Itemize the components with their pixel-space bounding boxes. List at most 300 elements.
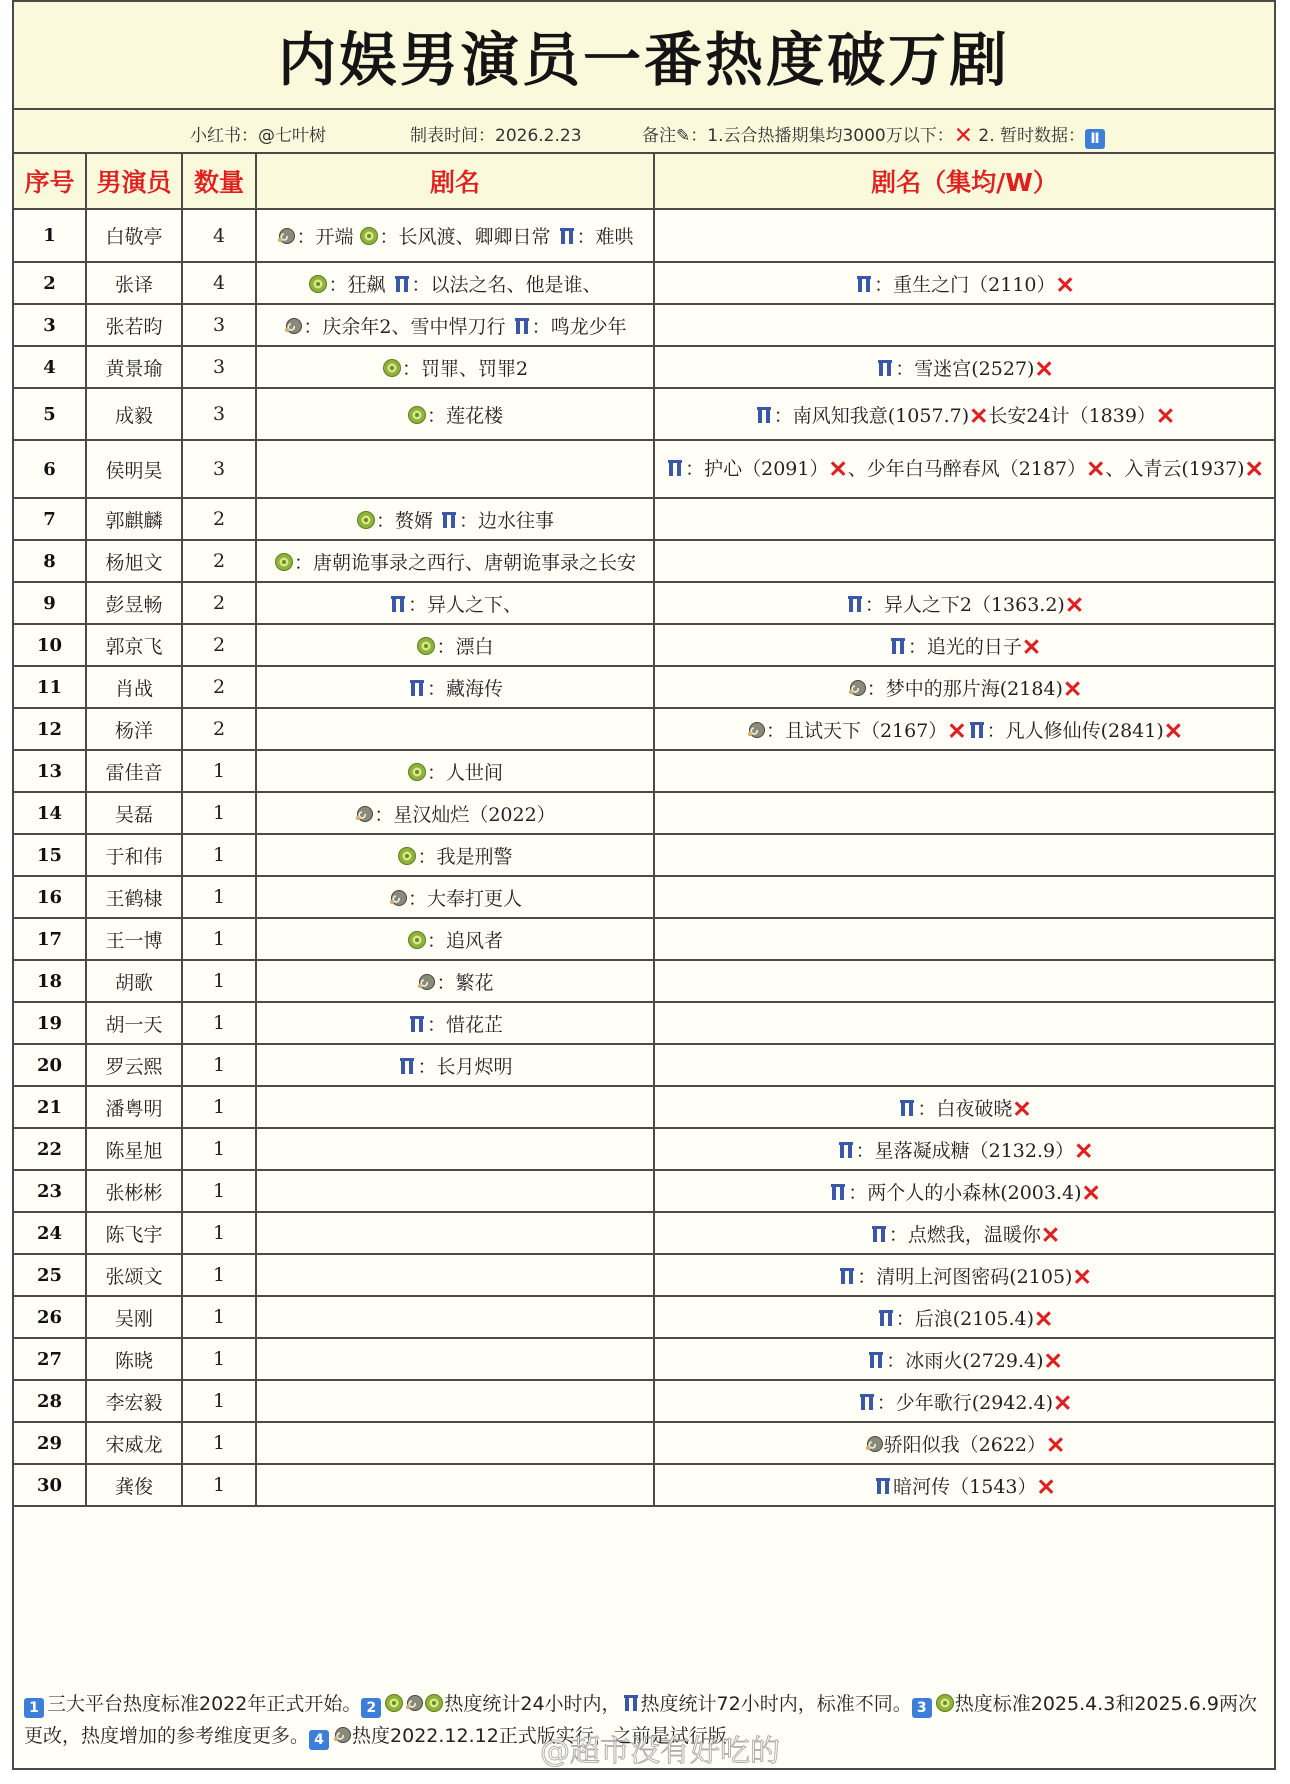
table-row xyxy=(14,209,1274,262)
drama-count: 1 xyxy=(182,834,256,876)
platform-door-icon xyxy=(392,274,412,294)
row-index: 5 xyxy=(14,388,86,440)
cross-icon: ✕ xyxy=(1086,455,1106,483)
drama-count: 1 xyxy=(182,918,256,960)
cell-text: ：追光的日子 xyxy=(907,635,1022,658)
show-list xyxy=(256,1086,654,1128)
snail-icon xyxy=(354,804,374,824)
table-row xyxy=(14,1002,1274,1044)
actor-name: 张颂文 xyxy=(86,1254,182,1296)
cell-text: ：唐朝诡事录之西行、唐朝诡事录之长安 xyxy=(293,551,636,574)
col-header-show-avg: 剧名（集均/W） xyxy=(654,154,1274,209)
drama-count: 4 xyxy=(182,262,256,304)
show-avg-list xyxy=(654,582,1274,624)
cell-text: ：长月烬明 xyxy=(417,1055,513,1078)
show-avg-list xyxy=(654,834,1274,876)
actor-name: 陈飞宇 xyxy=(86,1212,182,1254)
memo-icon: ✎ xyxy=(676,126,691,146)
table-row xyxy=(14,834,1274,876)
actor-name: 杨旭文 xyxy=(86,540,182,582)
cell-text: ：两个人的小森林(2003.4) xyxy=(848,1181,1082,1204)
cell-text: 暗河传（1543） xyxy=(893,1475,1037,1498)
table-row xyxy=(14,498,1274,540)
cross-icon: ✕ xyxy=(1034,355,1054,383)
cell-text: ：点燃我，温暖你 xyxy=(888,1223,1041,1246)
actor-name: 黄景瑜 xyxy=(86,346,182,388)
drama-count: 2 xyxy=(182,498,256,540)
cell-text: ：大奉打更人 xyxy=(407,887,522,910)
cell-text: ：异人之下2（1363.2) xyxy=(864,593,1065,616)
cross-icon: ✕ xyxy=(1040,1221,1061,1249)
actor-name: 张若昀 xyxy=(86,304,182,346)
row-index: 15 xyxy=(14,834,86,876)
show-avg-list xyxy=(654,1296,1274,1338)
cell-text: ：漂白 xyxy=(436,635,494,658)
actor-name: 陈星旭 xyxy=(86,1128,182,1170)
cross-icon: ✕ xyxy=(1043,1347,1063,1375)
cross-icon: ✕ xyxy=(1072,1263,1092,1291)
actor-name: 杨洋 xyxy=(86,708,182,750)
show-list xyxy=(256,262,654,304)
show-list xyxy=(256,540,654,582)
show-avg-list xyxy=(654,918,1274,960)
table-row xyxy=(14,582,1274,624)
cell-text: 热度统计72小时内，标准不同。 xyxy=(640,1693,912,1715)
actor-name: 彭昱畅 xyxy=(86,582,182,624)
cell-text: ：难哄 xyxy=(576,226,634,248)
yunhe-green-icon xyxy=(407,405,427,425)
drama-count: 1 xyxy=(182,792,256,834)
note-text: ：1.云合热播期集均3000万以下： xyxy=(690,126,954,146)
row-index: 14 xyxy=(14,792,86,834)
cell-text: 三大平台热度标准2022年正式开始。 xyxy=(47,1693,362,1715)
cell-text: 骄阳似我（2622） xyxy=(883,1433,1047,1456)
show-avg-list xyxy=(654,304,1274,346)
col-header-count: 数量 xyxy=(182,154,256,209)
show-avg-list xyxy=(654,1170,1274,1212)
show-avg-list xyxy=(654,262,1274,304)
note-number-badge: 2 xyxy=(361,1698,381,1718)
snail-icon xyxy=(404,1693,424,1713)
show-list xyxy=(256,582,654,624)
cross-icon: ✕ xyxy=(1244,455,1264,483)
table-row xyxy=(14,1254,1274,1296)
row-index: 23 xyxy=(14,1170,86,1212)
yunhe-green-icon xyxy=(397,846,417,866)
note-number-badge: 1 xyxy=(24,1698,44,1718)
cell-text: ：异人之下、 xyxy=(407,593,522,616)
yunhe-green-icon xyxy=(424,1693,444,1713)
table-row xyxy=(14,1086,1274,1128)
yunhe-green-icon xyxy=(384,1693,404,1713)
yunhe-green-icon xyxy=(382,358,402,378)
show-avg-list xyxy=(654,666,1274,708)
show-list xyxy=(256,1002,654,1044)
cell-text: ：边水往事 xyxy=(459,509,555,532)
show-avg-list xyxy=(654,750,1274,792)
cell-text: ：开端 xyxy=(296,226,360,248)
table-row xyxy=(14,1296,1274,1338)
actor-name: 宋威龙 xyxy=(86,1422,182,1464)
platform-door-icon xyxy=(888,636,908,656)
platform-door-icon xyxy=(845,594,865,614)
show-avg-list xyxy=(654,540,1274,582)
drama-count: 2 xyxy=(182,540,256,582)
row-index: 11 xyxy=(14,666,86,708)
show-avg-list xyxy=(654,792,1274,834)
actor-name: 侯明昊 xyxy=(86,440,182,498)
show-list xyxy=(256,209,654,262)
row-index: 9 xyxy=(14,582,86,624)
show-list xyxy=(256,1422,654,1464)
cell-text: ：庆余年2、雪中悍刀行 xyxy=(303,315,512,338)
show-avg-list xyxy=(654,708,1274,750)
yunhe-green-icon xyxy=(359,226,379,246)
table-row xyxy=(14,1128,1274,1170)
row-index: 16 xyxy=(14,876,86,918)
show-avg-list xyxy=(654,1128,1274,1170)
platform-door-icon xyxy=(512,316,532,336)
snail-icon xyxy=(388,888,408,908)
show-list xyxy=(256,666,654,708)
drama-count: 1 xyxy=(182,750,256,792)
actor-name: 吴刚 xyxy=(86,1296,182,1338)
platform-door-icon xyxy=(397,1056,417,1076)
row-index: 21 xyxy=(14,1086,86,1128)
platform-door-icon xyxy=(876,1308,896,1328)
cell-text: 、入青云(1937) xyxy=(1105,457,1245,480)
cross-icon: ✕ xyxy=(1074,1137,1094,1165)
cell-text: ：星汉灿烂（2022） xyxy=(374,803,556,826)
show-list xyxy=(256,1464,654,1506)
table-row xyxy=(14,304,1274,346)
show-avg-list xyxy=(654,1254,1274,1296)
note xyxy=(642,121,1108,149)
actor-name: 龚俊 xyxy=(86,1464,182,1506)
cell-text: ：繁花 xyxy=(436,971,494,994)
show-list xyxy=(256,1044,654,1086)
cell-text: ：莲花楼 xyxy=(426,404,503,427)
drama-count: 1 xyxy=(182,1380,256,1422)
drama-count: 1 xyxy=(182,960,256,1002)
table-row xyxy=(14,1338,1274,1380)
cross-icon: ✕ xyxy=(1155,402,1176,430)
cell-text: ：人世间 xyxy=(426,761,503,784)
cross-icon: ✕ xyxy=(969,402,989,430)
cell-text: ：追风者 xyxy=(426,929,503,952)
actor-name: 郭麒麟 xyxy=(86,498,182,540)
table-row xyxy=(14,1422,1274,1464)
drama-count: 1 xyxy=(182,1338,256,1380)
table-row xyxy=(14,624,1274,666)
actor-name: 雷佳音 xyxy=(86,750,182,792)
table-row xyxy=(14,346,1274,388)
table-row xyxy=(14,1170,1274,1212)
platform-door-icon xyxy=(873,1476,893,1496)
platform-door-icon xyxy=(439,510,459,530)
cell-text: ：清明上河图密码(2105) xyxy=(857,1265,1073,1288)
ranking-table xyxy=(14,154,1274,1507)
row-index: 2 xyxy=(14,262,86,304)
table-row xyxy=(14,1464,1274,1506)
show-avg-list xyxy=(654,1338,1274,1380)
actor-name: 肖战 xyxy=(86,666,182,708)
drama-count: 2 xyxy=(182,708,256,750)
platform-door-icon xyxy=(869,1224,889,1244)
show-list xyxy=(256,346,654,388)
show-avg-list xyxy=(654,1422,1274,1464)
snail-icon xyxy=(864,1434,884,1454)
actor-name: 王鹤棣 xyxy=(86,876,182,918)
pause-icon: Ⅱ xyxy=(1085,129,1105,149)
drama-count: 2 xyxy=(182,666,256,708)
table-row xyxy=(14,1380,1274,1422)
platform-door-icon xyxy=(866,1350,886,1370)
show-list xyxy=(256,918,654,960)
col-header-actor: 男演员 xyxy=(86,154,182,209)
drama-count: 2 xyxy=(182,582,256,624)
row-index: 3 xyxy=(14,304,86,346)
cross-icon: ✕ xyxy=(1064,591,1085,619)
row-index: 1 xyxy=(14,209,86,262)
show-list xyxy=(256,1254,654,1296)
actor-name: 胡歌 xyxy=(86,960,182,1002)
cell-text: ：以法之名、他是谁、 xyxy=(411,273,602,296)
snail-icon xyxy=(283,316,303,336)
platform-door-icon xyxy=(967,720,987,740)
cell-text: ：赘婿 xyxy=(375,509,440,532)
row-index: 29 xyxy=(14,1422,86,1464)
show-avg-list xyxy=(654,440,1274,498)
platform-door-icon xyxy=(407,1014,427,1034)
row-index: 17 xyxy=(14,918,86,960)
show-list xyxy=(256,750,654,792)
drama-count: 3 xyxy=(182,388,256,440)
cross-icon: ✕ xyxy=(953,123,974,149)
platform-door-icon xyxy=(557,226,577,246)
cell-text: ：我是刑警 xyxy=(417,845,513,868)
show-avg-list xyxy=(654,876,1274,918)
show-avg-list xyxy=(654,388,1274,440)
row-index: 22 xyxy=(14,1128,86,1170)
cross-icon: ✕ xyxy=(1055,271,1075,299)
yunhe-green-icon xyxy=(935,1693,955,1713)
show-avg-list xyxy=(654,960,1274,1002)
cross-icon: ✕ xyxy=(1012,1095,1032,1123)
yunhe-green-icon xyxy=(407,762,427,782)
drama-count: 1 xyxy=(182,1044,256,1086)
row-index: 19 xyxy=(14,1002,86,1044)
cell-text: ：护心（2091） xyxy=(685,457,829,480)
drama-count: 1 xyxy=(182,1296,256,1338)
show-list xyxy=(256,440,654,498)
platform-door-icon xyxy=(897,1098,917,1118)
yunhe-green-icon xyxy=(407,930,427,950)
platform-door-icon xyxy=(837,1266,857,1286)
platform-door-icon xyxy=(857,1392,877,1412)
cross-icon: ✕ xyxy=(1034,1305,1054,1333)
show-avg-list xyxy=(654,1086,1274,1128)
cell-text: ：惜花芷 xyxy=(426,1013,503,1036)
page-title: 内娱男演员一番热度破万剧 xyxy=(14,2,1274,110)
cell-text: ：南风知我意(1057.7) xyxy=(773,404,970,427)
note-number-badge: 3 xyxy=(912,1698,932,1718)
show-list xyxy=(256,876,654,918)
cross-icon: ✕ xyxy=(1163,717,1184,745)
watermark: @超市没有好吃的 xyxy=(540,1734,780,1769)
actor-name: 张译 xyxy=(86,262,182,304)
show-avg-list xyxy=(654,209,1274,262)
cell-text: ：鸣龙少年 xyxy=(531,315,627,338)
platform-door-icon xyxy=(836,1140,856,1160)
actor-name: 张彬彬 xyxy=(86,1170,182,1212)
drama-count: 1 xyxy=(182,1254,256,1296)
cross-icon: ✕ xyxy=(1062,675,1083,703)
cell-text: 热度标准2025.4.3和2025.6.9两次更改，热度增加的参考维度更多。 xyxy=(24,1693,1257,1747)
drama-count: 1 xyxy=(182,1422,256,1464)
table-body xyxy=(14,209,1274,1506)
drama-count: 4 xyxy=(182,209,256,262)
cell-text: 热度统计24小时内， xyxy=(444,1693,621,1715)
cell-text: 长安24计（1839） xyxy=(988,404,1156,427)
table-header-row xyxy=(14,154,1274,209)
row-index: 10 xyxy=(14,624,86,666)
show-avg-list xyxy=(654,624,1274,666)
cell-text: ：重生之门（2110） xyxy=(874,273,1056,296)
cross-icon: ✕ xyxy=(1036,1473,1056,1501)
cell-text: 热度2022.12.12正式版实行，之前是试行版 xyxy=(352,1725,727,1747)
actor-name: 李宏毅 xyxy=(86,1380,182,1422)
platform-door-icon xyxy=(388,594,408,614)
table-row xyxy=(14,918,1274,960)
yunhe-green-icon xyxy=(308,274,328,294)
platform-door-icon xyxy=(407,678,427,698)
actor-name: 潘粤明 xyxy=(86,1086,182,1128)
table-row xyxy=(14,540,1274,582)
row-index: 18 xyxy=(14,960,86,1002)
row-index: 28 xyxy=(14,1380,86,1422)
cell-text: ：狂飙 xyxy=(328,273,392,296)
actor-name: 吴磊 xyxy=(86,792,182,834)
cell-text: ：凡人修仙传(2841) xyxy=(986,719,1164,742)
show-list xyxy=(256,960,654,1002)
actor-name: 于和伟 xyxy=(86,834,182,876)
platform-door-icon xyxy=(665,458,685,478)
snail-icon xyxy=(847,678,867,698)
row-index: 13 xyxy=(14,750,86,792)
cross-icon: ✕ xyxy=(1021,633,1042,661)
row-index: 20 xyxy=(14,1044,86,1086)
show-list xyxy=(256,304,654,346)
show-avg-list xyxy=(654,346,1274,388)
actor-name: 郭京飞 xyxy=(86,624,182,666)
cell-text: ：后浪(2105.4) xyxy=(895,1307,1035,1330)
actor-name: 陈晓 xyxy=(86,1338,182,1380)
table-row xyxy=(14,960,1274,1002)
table-row xyxy=(14,1212,1274,1254)
row-index: 4 xyxy=(14,346,86,388)
show-list xyxy=(256,1170,654,1212)
author-credit: 小红书：@七叶树 xyxy=(190,126,326,146)
table-row xyxy=(14,876,1274,918)
show-list xyxy=(256,498,654,540)
platform-door-icon xyxy=(854,274,874,294)
row-index: 24 xyxy=(14,1212,86,1254)
drama-count: 3 xyxy=(182,440,256,498)
show-list xyxy=(256,1380,654,1422)
row-index: 12 xyxy=(14,708,86,750)
table-row xyxy=(14,708,1274,750)
cell-text: ：白夜破晓 xyxy=(917,1097,1013,1120)
yunhe-green-icon xyxy=(356,510,376,530)
drama-count: 1 xyxy=(182,1464,256,1506)
cross-icon: ✕ xyxy=(1081,1179,1101,1207)
cross-icon: ✕ xyxy=(1053,1389,1073,1417)
drama-count: 1 xyxy=(182,1170,256,1212)
note-label: 备注 xyxy=(642,126,676,146)
drama-count: 1 xyxy=(182,1212,256,1254)
row-index: 30 xyxy=(14,1464,86,1506)
show-list xyxy=(256,708,654,750)
cross-icon: ✕ xyxy=(828,455,848,483)
drama-count: 1 xyxy=(182,1002,256,1044)
show-list xyxy=(256,388,654,440)
cell-text: ：且试天下（2167） xyxy=(765,719,948,742)
cell-text: ：藏海传 xyxy=(426,677,503,700)
col-header-show: 剧名 xyxy=(256,154,654,209)
cell-text: ：长风渡、卿卿日常 xyxy=(379,226,557,248)
platform-door-icon xyxy=(875,358,895,378)
table-row xyxy=(14,262,1274,304)
table-row xyxy=(14,1044,1274,1086)
cell-text: ：梦中的那片海(2184) xyxy=(866,677,1063,700)
col-header-index: 序号 xyxy=(14,154,86,209)
actor-name: 胡一天 xyxy=(86,1002,182,1044)
show-list xyxy=(256,792,654,834)
made-date: 制表时间：2026.2.23 xyxy=(410,126,582,146)
snail-icon xyxy=(332,1725,352,1745)
table-row xyxy=(14,792,1274,834)
cell-text: ：冰雨火(2729.4) xyxy=(886,1349,1044,1372)
table-row xyxy=(14,388,1274,440)
note-number-badge: 4 xyxy=(309,1730,329,1750)
row-index: 7 xyxy=(14,498,86,540)
drama-count: 3 xyxy=(182,346,256,388)
row-index: 26 xyxy=(14,1296,86,1338)
actor-name: 王一博 xyxy=(86,918,182,960)
row-index: 25 xyxy=(14,1254,86,1296)
cell-text: ：雪迷宫(2527) xyxy=(895,357,1035,380)
show-avg-list xyxy=(654,1044,1274,1086)
drama-count: 2 xyxy=(182,624,256,666)
note-text-2: 2. 暂时数据： xyxy=(973,126,1086,146)
row-index: 6 xyxy=(14,440,86,498)
snail-icon xyxy=(746,720,766,740)
ranking-sheet xyxy=(12,0,1276,1770)
snail-icon xyxy=(416,972,436,992)
actor-name: 罗云熙 xyxy=(86,1044,182,1086)
actor-name: 成毅 xyxy=(86,388,182,440)
platform-door-icon xyxy=(754,405,774,425)
show-avg-list xyxy=(654,498,1274,540)
drama-count: 3 xyxy=(182,304,256,346)
platform-door-icon xyxy=(621,1693,641,1713)
cell-text: 、少年白马醉春风（2187） xyxy=(847,457,1087,480)
table-row xyxy=(14,666,1274,708)
drama-count: 1 xyxy=(182,1128,256,1170)
drama-count: 1 xyxy=(182,876,256,918)
row-index: 27 xyxy=(14,1338,86,1380)
